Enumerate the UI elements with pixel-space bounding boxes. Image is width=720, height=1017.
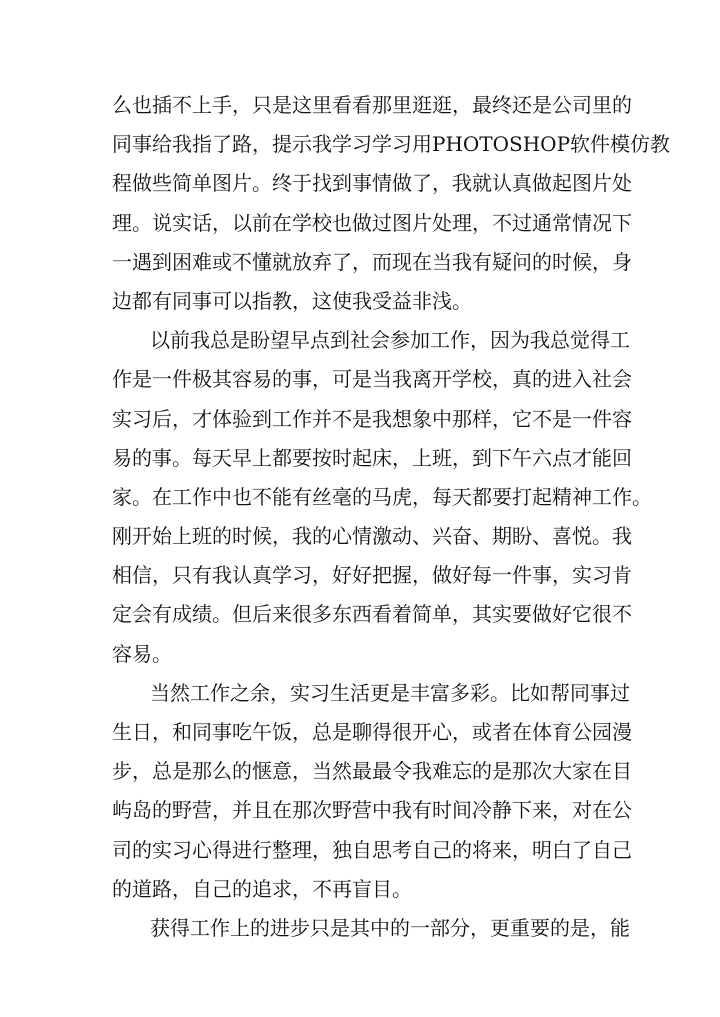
paragraph-3-line-5: 司的实习心得进行整理，独自思考自己的将来，明白了自己 xyxy=(112,837,632,862)
paragraph-1-line-3: 程做些简单图片。终于找到事情做了，我就认真做起图片处 xyxy=(112,171,632,196)
paragraph-3-line-6: 的道路，自己的追求，不再盲目。 xyxy=(112,876,412,901)
paragraph-1-line-2: 同事给我指了路，提示我学习学习用PHOTOSHOP软件模仿教 xyxy=(112,132,671,157)
paragraph-4-line-1: 获得工作上的进步只是其中的一部分，更重要的是，能 xyxy=(150,915,630,940)
paragraph-1-line-4: 理。说实话，以前在学校也做过图片处理，不过通常情况下 xyxy=(112,210,632,235)
paragraph-2-line-5: 家。在工作中也不能有丝毫的马虎，每天都要打起精神工作。 xyxy=(112,484,652,509)
paragraph-2-line-6: 刚开始上班的时候，我的心情激动、兴奋、期盼、喜悦。我 xyxy=(112,524,632,549)
paragraph-1-line-1: 么也插不上手，只是这里看看那里逛逛，最终还是公司里的 xyxy=(112,93,632,117)
paragraph-1-line-5: 一遇到困难或不懂就放弃了，而现在当我有疑问的时候，身 xyxy=(112,249,632,274)
paragraph-2-line-4: 易的事。每天早上都要按时起床，上班，到下午六点才能回 xyxy=(112,445,632,470)
paragraph-2-line-8: 定会有成绩。但后来很多东西看着简单，其实要做好它很不 xyxy=(112,602,632,627)
paragraph-3-line-1: 当然工作之余，实习生活更是丰富多彩。比如帮同事过 xyxy=(150,680,630,705)
paragraph-3-line-3: 步，总是那么的惬意，当然最最令我难忘的是那次大家在目 xyxy=(112,759,632,784)
paragraph-2-line-7: 相信，只有我认真学习，好好把握，做好每一件事，实习肯 xyxy=(112,563,632,588)
paragraph-1-line-6: 边都有同事可以指教，这使我受益非浅。 xyxy=(112,288,472,313)
paragraph-2-line-9: 容易。 xyxy=(112,641,172,666)
paragraph-2-line-1: 以前我总是盼望早点到社会参加工作，因为我总觉得工 xyxy=(150,328,630,353)
paragraph-3-line-4: 屿岛的野营，并且在那次野营中我有时间冷静下来，对在公 xyxy=(112,798,632,823)
paragraph-2-line-3: 实习后，才体验到工作并不是我想象中那样，它不是一件容 xyxy=(112,406,632,431)
paragraph-3-line-2: 生日，和同事吃午饭，总是聊得很开心，或者在体育公园漫 xyxy=(112,720,632,744)
document-body xyxy=(112,86,671,948)
paragraph-2-line-2: 作是一件极其容易的事，可是当我离开学校，真的进入社会 xyxy=(112,367,632,392)
